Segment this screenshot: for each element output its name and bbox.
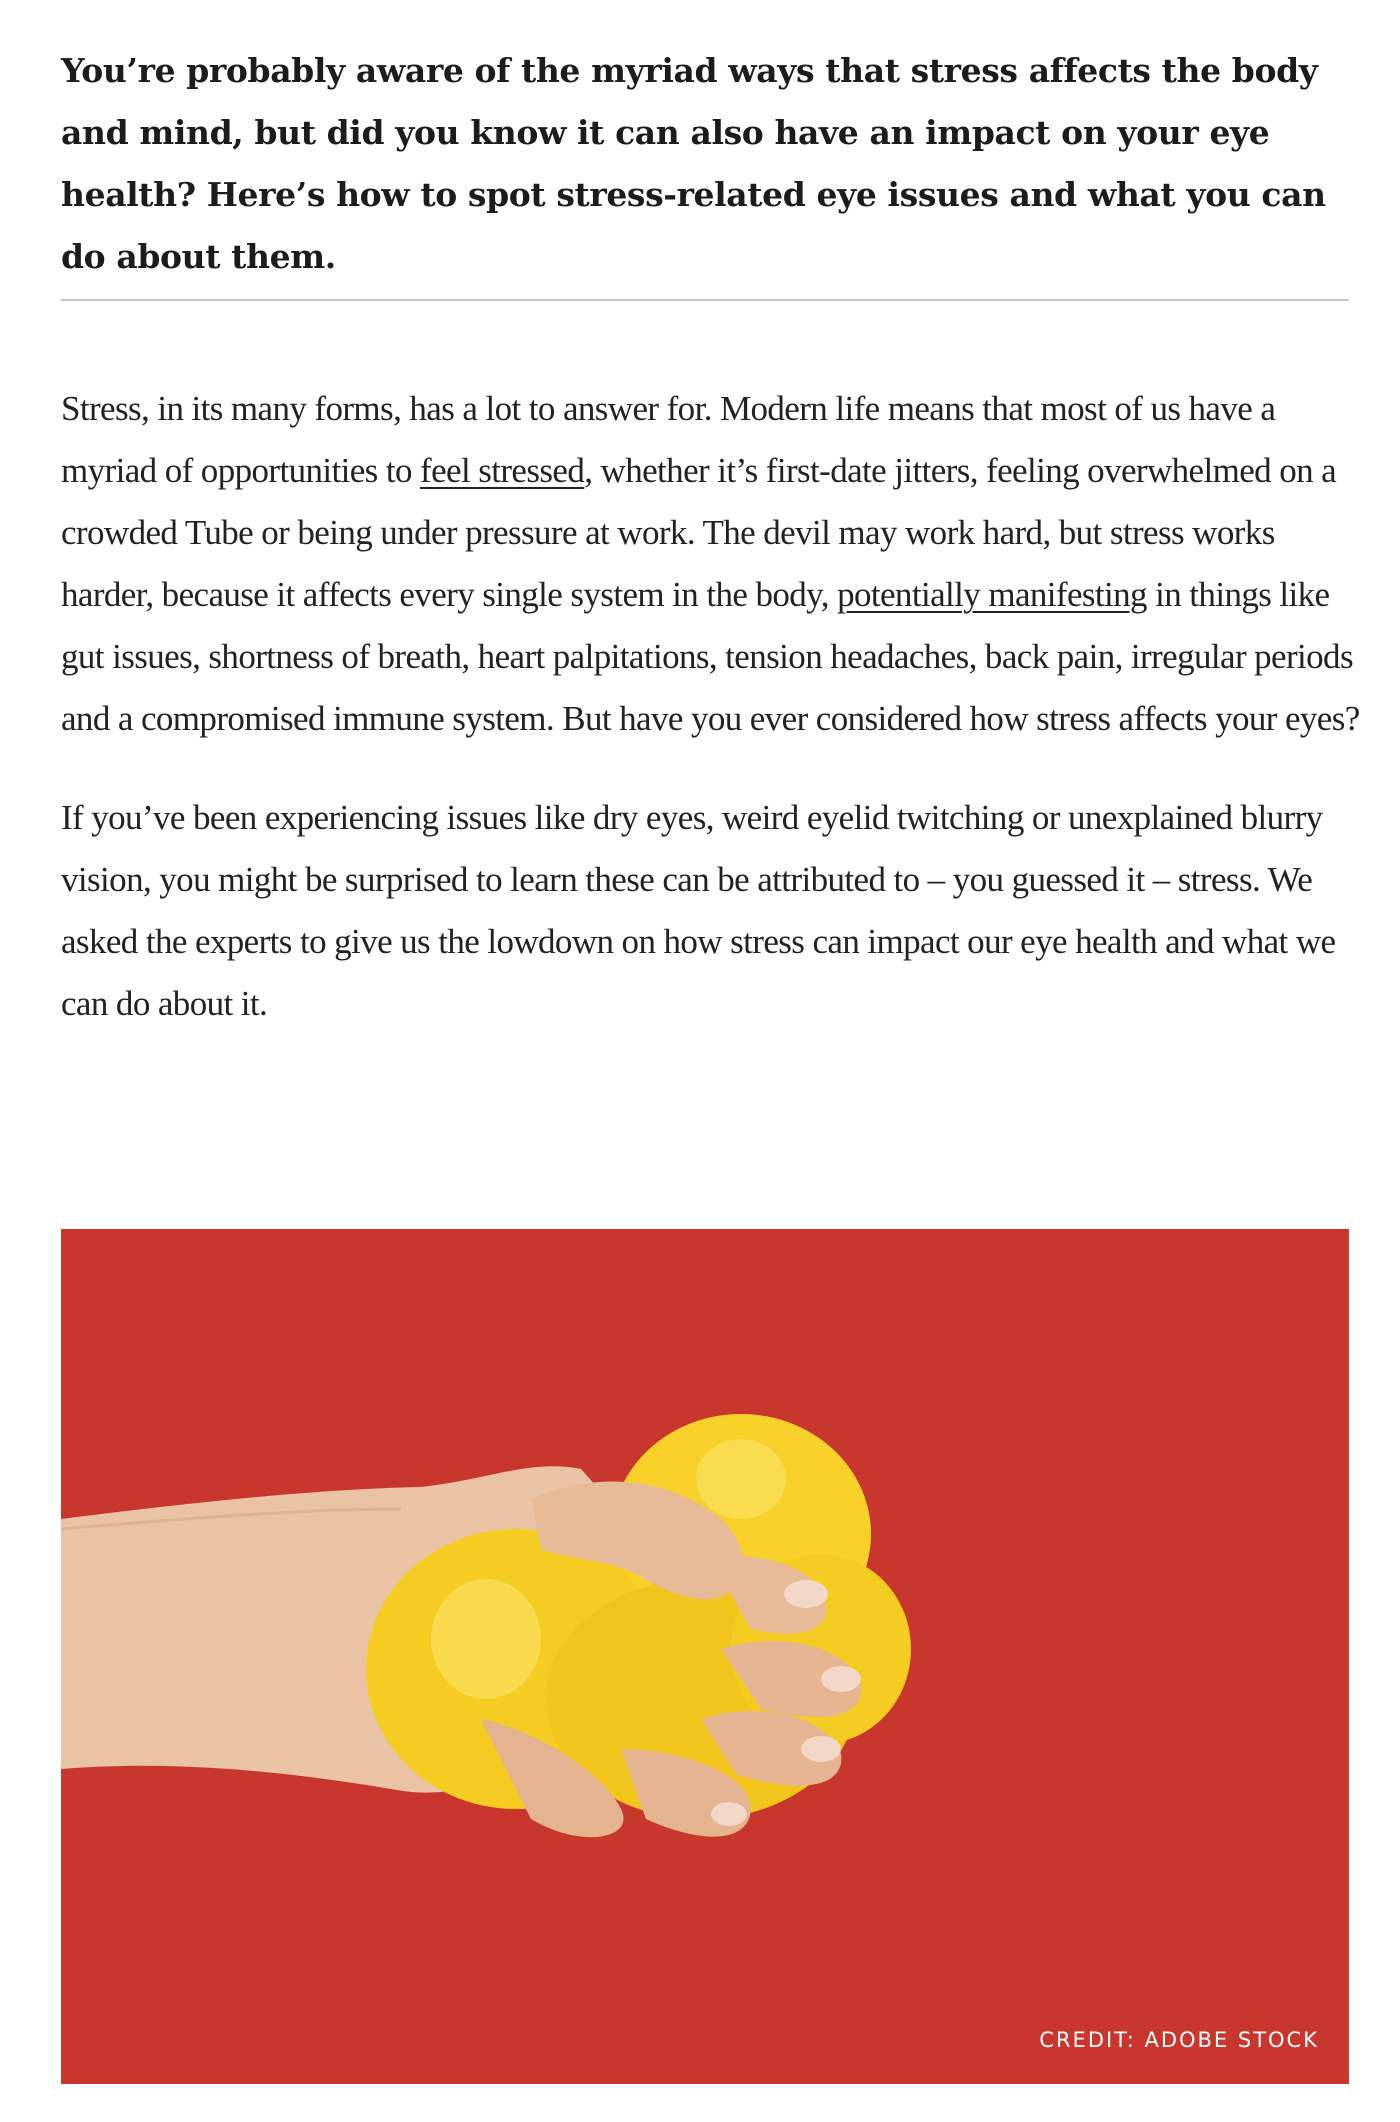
article-standfirst: You’re probably aware of the myriad ways that stress affects the body and mind, but did you know it can also have an impact on your eye health? Here’s how to spot stress-related eye issues and what you can do about them.	[61, 51, 1326, 276]
image-credit: CREDIT: ADOBE STOCK	[1039, 2028, 1319, 2052]
article-body	[61, 378, 1361, 1072]
section-divider	[61, 299, 1349, 301]
body-paragraph-2: If you’ve been experiencing issues like dry eyes, weird eyelid twitching or unexplained blurry vision, you might be surprised to learn these can be attributed to – you guessed it – stress. We asked the experts to give us the lowdown on how stress can impact our eye health and what we can do about it.	[61, 798, 1336, 1023]
paragraph-text: in things like gut issues, shortness of breath, heart palpitations, tension headaches, back pain, irregular periods and a compromised immune system. But have you ever considered how stress affects your eyes?	[61, 575, 1360, 738]
article	[61, 40, 1360, 1023]
paragraph-text: Stress, in its many forms, has a lot to answer for. Modern life means that most of us have a myriad of opportunities to	[61, 389, 1276, 490]
feel-stressed-link[interactable]: feel stressed	[420, 451, 585, 490]
paragraph-text: , whether it’s first-date jitters, feeling overwhelmed on a crowded Tube or being under pressure at work. The devil may work hard, but stress works harder, because it affects every single system in the body,	[61, 451, 1337, 614]
hand-squeezing-stress-ball-illustration	[61, 1229, 1349, 2084]
body-paragraph-1	[61, 378, 1361, 750]
potentially-manifesting-link[interactable]: potentially manifesting	[837, 575, 1147, 614]
article-image	[61, 1229, 1349, 2084]
